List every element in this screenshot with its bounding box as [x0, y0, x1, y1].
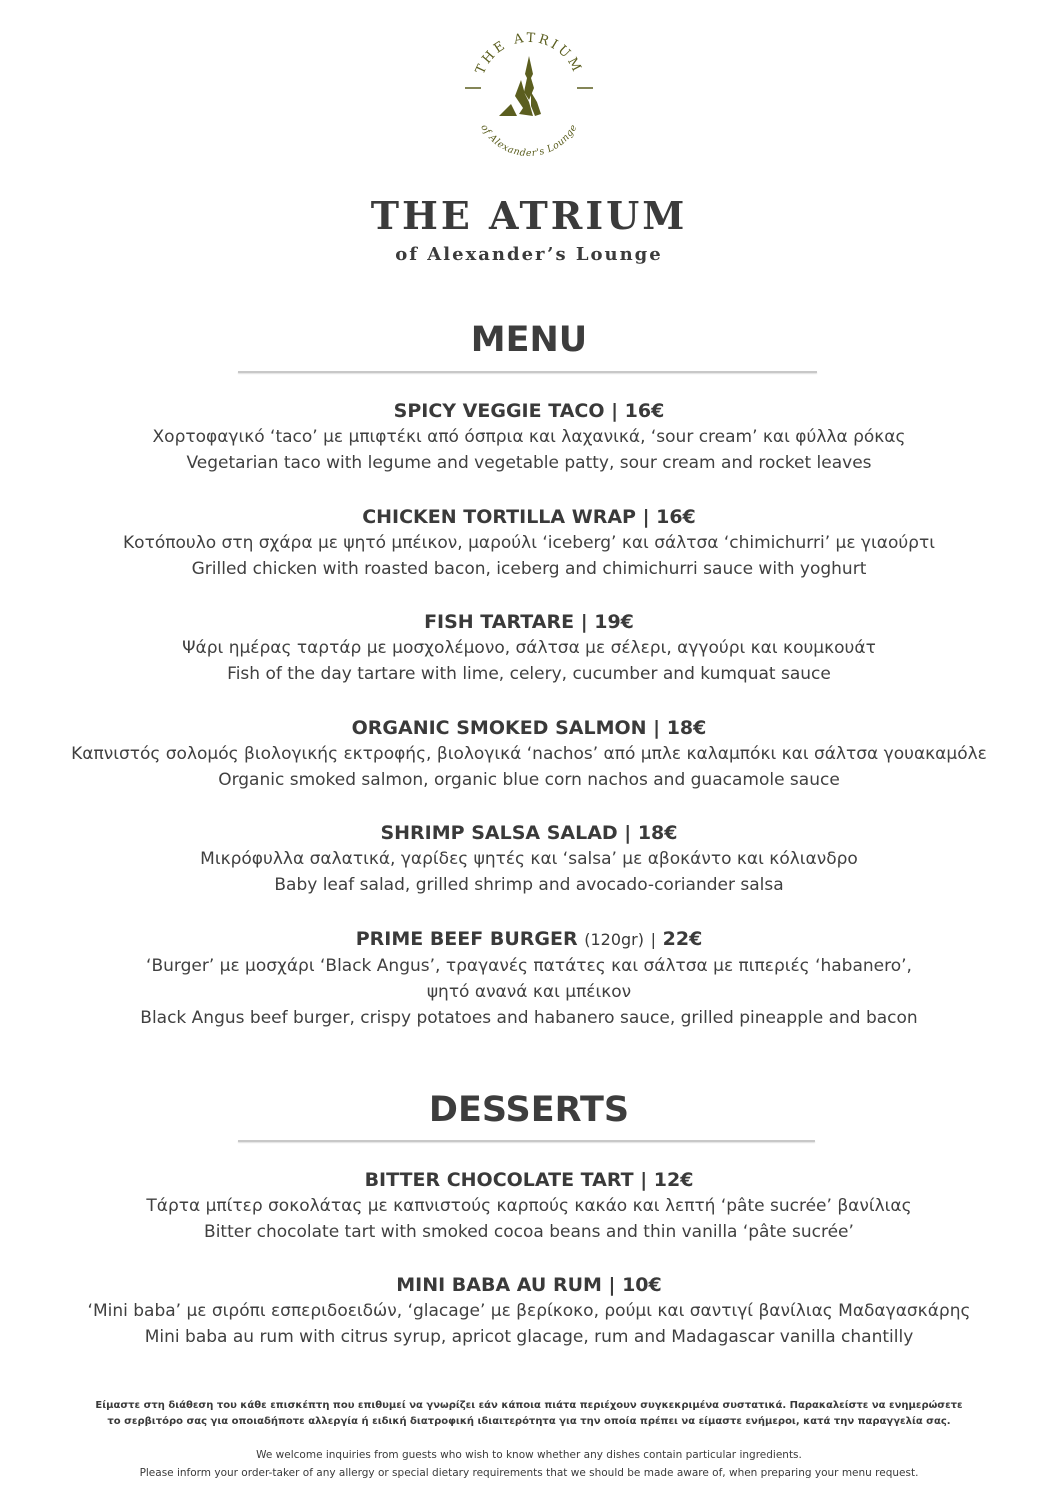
allergy-notice-greek	[0, 1398, 1058, 1430]
item-description-greek: Χορτοφαγικό ‘taco’ με μπιφτέκι από όσπρια και λαχανικά, ‘sour cream’ και φύλλα ρόκας	[152, 427, 906, 447]
restaurant-subtitle: of Alexander’s Lounge	[395, 244, 663, 265]
menu-heading: MENU	[470, 320, 588, 360]
item-description-english: Organic smoked salmon, organic blue corn nachos and guacamole sauce	[218, 770, 840, 790]
item-description-greek: Ψάρι ημέρας ταρτάρ με μοσχολέμονο, σάλτσα με σέλερι, αγγούρι και κουμκουάτ	[182, 638, 876, 658]
item-name: BITTER CHOCOLATE TART | 12€	[364, 1169, 694, 1191]
item-name: CHICKEN TORTILLA WRAP | 16€	[362, 506, 696, 528]
menu-item	[0, 398, 1058, 476]
menu-divider	[238, 371, 817, 373]
atrium-logo	[459, 20, 599, 160]
item-description-greek: Τάρτα μπίτερ σοκολάτας με καπνιστούς καρπούς κακάο και λεπτή ‘pâte sucrée’ βανίλιας	[146, 1196, 912, 1216]
allergy-notice-greek-line: Είμαστε στη διάθεση του κάθε επισκέπτη που επιθυμεί να γνωρίζει εάν κάποια πιάτα περιέχουν συγκεκριμένα συστατικά. Παρακαλείστε να ενημερώσετε	[95, 1400, 963, 1411]
menu-item-burger	[0, 926, 1058, 1031]
menu-item	[0, 609, 1058, 687]
restaurant-name: THE ATRIUM	[370, 193, 688, 238]
desserts-heading: DESSERTS	[428, 1090, 630, 1130]
item-description-english: Grilled chicken with roasted bacon, iceberg and chimichurri sauce with yoghurt	[191, 559, 867, 579]
item-description-greek: Κοτόπουλο στη σχάρα με ψητό μπέικον, μαρούλι ‘iceberg’ και σάλτσα ‘chimichurri’ με γιαούρτι	[123, 533, 935, 553]
svg-text:of Alexander's Lounge: of Alexander's Lounge	[478, 122, 580, 160]
item-description-greek: Μικρόφυλλα σαλατικά, γαρίδες ψητές και ‘salsa’ με αβοκάντο και κόλιανδρο	[200, 849, 858, 869]
svg-text:THE ATRIUM: THE ATRIUM	[473, 30, 585, 77]
item-description-english: Vegetarian taco with legume and vegetable patty, sour cream and rocket leaves	[186, 453, 872, 473]
item-name	[0, 926, 1058, 953]
menu-item	[0, 820, 1058, 898]
item-description-greek: ‘Mini baba’ με σιρόπι εσπεριδοειδών, ‘glacage’ με βερίκοκο, ρούμι και σαντιγί βανίλιας Μαδαγασκάρης	[87, 1301, 971, 1321]
item-name: MINI BABA AU RUM | 10€	[396, 1274, 662, 1296]
allergy-notice-english	[0, 1446, 1058, 1482]
dessert-item	[0, 1167, 1058, 1245]
item-name: SPICY VEGGIE TACO | 16€	[393, 400, 665, 422]
burger-separator: |	[650, 930, 656, 949]
burger-name: PRIME BEEF BURGER	[355, 928, 578, 950]
item-description-english: Black Angus beef burger, crispy potatoes and habanero sauce, grilled pineapple and bacon	[140, 1008, 918, 1028]
item-name: FISH TARTARE | 19€	[424, 611, 634, 633]
item-description-english: Fish of the day tartare with lime, celery, cucumber and kumquat sauce	[227, 664, 831, 684]
item-description-english: Bitter chocolate tart with smoked cocoa beans and thin vanilla ‘pâte sucrée’	[204, 1222, 854, 1242]
allergy-notice-english-line: We welcome inquiries from guests who wish to know whether any dishes contain particular ingredients.	[256, 1449, 802, 1461]
item-description-english: Mini baba au rum with citrus syrup, apricot glacage, rum and Madagascar vanilla chantilly	[144, 1327, 914, 1347]
burger-weight: (120gr)	[584, 930, 644, 949]
desserts-divider	[238, 1140, 815, 1142]
allergy-notice-english-line: Please inform your order-taker of any allergy or special dietary requirements that we should be made aware of, when preparing your menu request.	[139, 1467, 919, 1479]
item-description-greek: ‘Burger’ με μοσχάρι ‘Black Angus’, τραγανές πατάτες και σάλτσα με πιπεριές ‘habanero’,	[146, 956, 912, 976]
item-name: SHRIMP SALSA SALAD | 18€	[380, 822, 678, 844]
item-description-greek-cont: ψητό ανανά και μπέικον	[426, 982, 632, 1002]
menu-item	[0, 715, 1058, 793]
allergy-notice-greek-line: το σερβιτόρο σας για οποιαδήποτε αλλεργία ή ειδική διατροφική ιδιαιτερότητα για την οποία πρέπει να είμαστε ενήμεροι, κατά την παραγγελία σας.	[107, 1416, 951, 1427]
dessert-item	[0, 1272, 1058, 1350]
item-description-greek: Καπνιστός σολομός βιολογικής εκτροφής, βιολογικά ‘nachos’ από μπλε καλαμπόκι και σάλτσα γουακαμόλε	[71, 744, 987, 764]
item-name: ORGANIC SMOKED SALMON | 18€	[351, 717, 707, 739]
item-description-english: Baby leaf salad, grilled shrimp and avocado-coriander salsa	[274, 875, 784, 895]
burger-price: 22€	[662, 928, 703, 950]
menu-item	[0, 504, 1058, 582]
